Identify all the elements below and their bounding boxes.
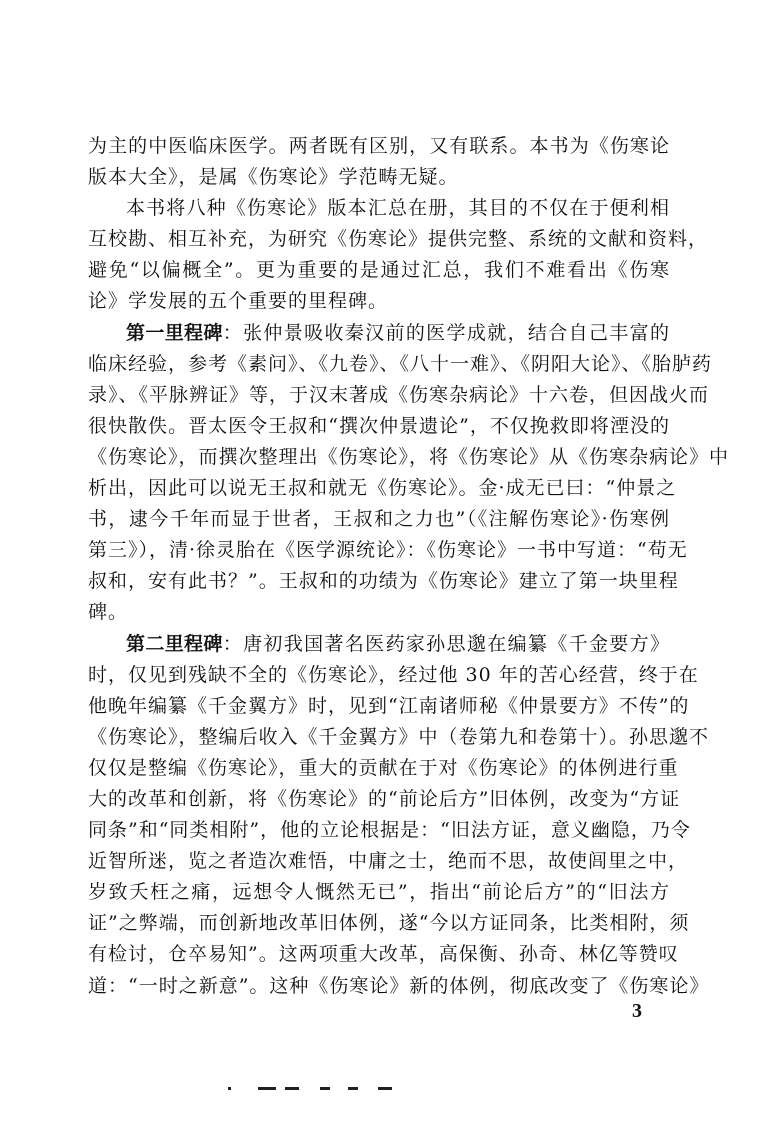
text-line: 叔和，安有此书？”。王叔和的功绩为《伤寒论》建立了第一块里程 xyxy=(88,570,679,593)
scan-artifact xyxy=(228,1087,231,1090)
text-line: 他晚年编纂《千金翼方》时，见到“江南诸师秘《仲景要方》不传”的 xyxy=(88,694,690,717)
text-line: 析出，因此可以说无王叔和就无《伤寒论》。金·成无已曰：“仲景之 xyxy=(88,477,677,500)
text-line: 书，逮今千年而显于世者，王叔和之力也”（《注解伤寒论》·伤寒例 xyxy=(88,508,670,531)
body-text xyxy=(88,131,730,1002)
text-line: 《伤寒论》，而撰次整理出《伤寒论》，将《伤寒论》从《伤寒杂病论》中 xyxy=(88,445,730,468)
text-line: 时，仅见到残缺不全的《伤寒论》，经过他 30 年的苦心经营，终于在 xyxy=(88,663,699,686)
text-line: 很快散佚。晋太医令王叔和“撰次仲景遗论”，不仅挽救即将湮没的 xyxy=(88,414,670,437)
milestone-1-heading: 第一里程碑 xyxy=(126,321,223,344)
text-line: 碑。 xyxy=(88,601,129,624)
text-line-milestone-2 xyxy=(88,629,670,660)
scan-artifact xyxy=(348,1087,358,1090)
text-line: 版本大全》，是属《伤寒论》学范畴无疑。 xyxy=(88,166,459,189)
text-line: 互校勘、相互补充，为研究《伤寒论》提供完整、系统的文献和资料， xyxy=(88,228,709,251)
text-span: ：唐初我国著名医药家孙思邈在编纂《千金要方》 xyxy=(222,632,670,655)
text-line: 仅仅是整编《伤寒论》，重大的贡献在于对《伤寒论》的体例进行重 xyxy=(88,756,679,779)
milestone-2-heading: 第二里程碑 xyxy=(126,632,223,655)
scan-artifact xyxy=(258,1087,276,1090)
text-line: 为主的中医临床医学。两者既有区别，又有联系。本书为《伤寒论 xyxy=(88,135,670,157)
text-line: 《伤寒论》，整编后收入《千金翼方》中（卷第九和卷第十）。孙思邈不 xyxy=(88,725,710,748)
text-line: 有检讨，仓卒易知”。这两项重大改革，高保衡、孙奇、林亿等赞叹 xyxy=(88,943,679,966)
text-line: 近智所迷，览之者造次难悟，中庸之士，绝而不思，故使闾里之中， xyxy=(88,850,689,873)
text-line: 证”之弊端，而创新地改革旧体例，遂“今以方证同条，比类相附，须 xyxy=(88,912,690,935)
scan-artifact xyxy=(320,1087,330,1090)
page-number: 3 xyxy=(632,1000,642,1022)
text-line: 录》、《平脉辨证》等，于汉末著成《伤寒杂病论》十六卷，但因战火而 xyxy=(88,383,710,406)
text-line: 大的改革和创新，将《伤寒论》的“前论后方”旧体例，改变为“方证 xyxy=(88,787,681,810)
scan-artifact xyxy=(285,1087,299,1090)
text-line: 第三》），清·徐灵胎在《医学源统论》：《伤寒论》一书中写道：“苟无 xyxy=(88,539,688,562)
text-line: 岁致夭枉之痛，远想令人慨然无已”，指出“前论后方”的“旧法方 xyxy=(88,881,670,904)
text-line: 论》学发展的五个重要的里程碑。 xyxy=(88,290,389,313)
text-span: ：张仲景吸收秦汉前的医学成就，结合自己丰富的 xyxy=(222,321,670,344)
scan-artifact xyxy=(378,1087,392,1090)
text-line: 避免“以偏概全”。更为重要的是通过汇总，我们不难看出《伤寒 xyxy=(88,259,670,282)
text-line: 同条”和“同类相附”，他的立论根据是：“旧法方证，意义幽隐，乃令 xyxy=(88,819,691,842)
text-line: 本书将八种《伤寒论》版本汇总在册，其目的不仅在于便利相 xyxy=(126,197,670,220)
text-line-milestone-1 xyxy=(88,318,670,349)
text-line: 临床经验，参考《素问》、《九卷》、《八十一难》、《阴阳大论》、《胎胪药 xyxy=(88,352,713,375)
text-line: 道：“一时之新意”。这种《伤寒论》新的体例，彻底改变了《伤寒论》 xyxy=(88,974,710,997)
